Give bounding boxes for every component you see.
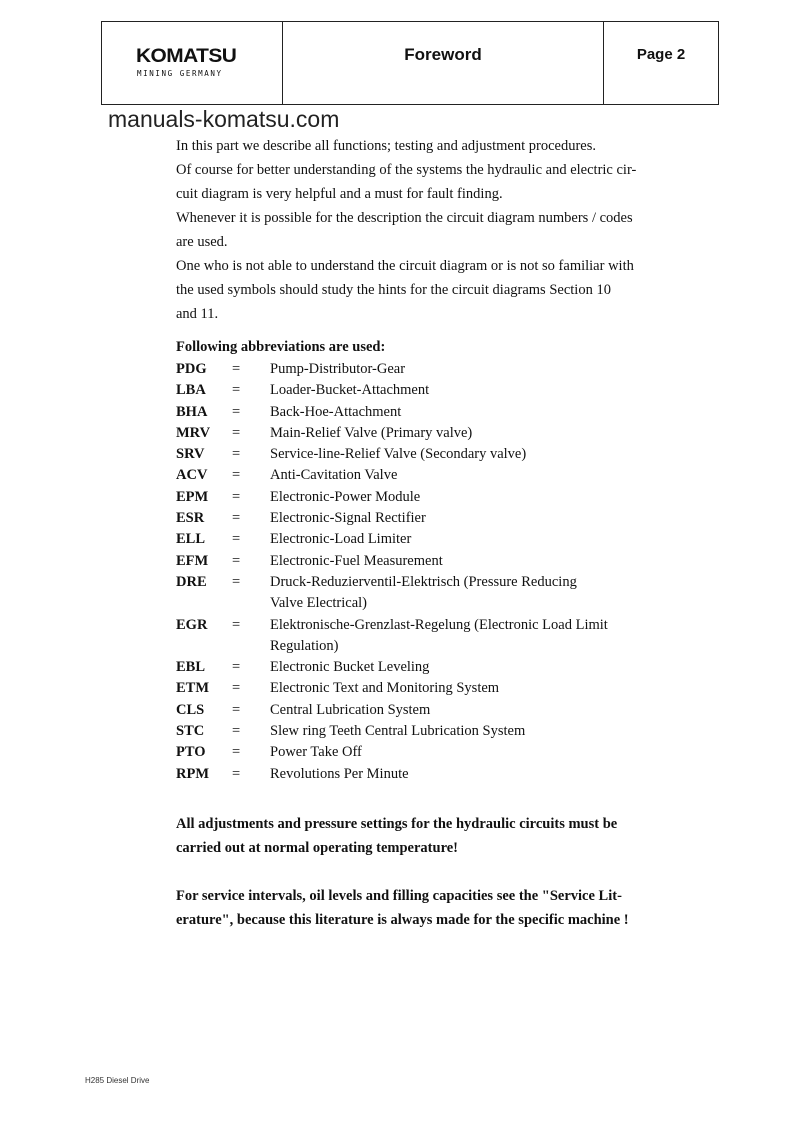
abbreviation-row	[176, 359, 650, 380]
abbreviation: BHA	[176, 403, 208, 420]
equals-sign: =	[232, 680, 241, 697]
abbreviation-meaning: Slew ring Teeth Central Lubrication System	[270, 723, 526, 740]
abbreviation: ACV	[176, 467, 208, 484]
equals-sign: =	[232, 403, 241, 420]
intro-line: the used symbols should study the hints for the circuit diagrams Section 10	[176, 282, 611, 298]
abbreviation: EFM	[176, 552, 209, 569]
page-title: Foreword	[283, 22, 604, 104]
komatsu-logo	[102, 22, 283, 104]
abbreviation: ELL	[176, 531, 206, 548]
equals-sign: =	[232, 467, 241, 484]
abbreviation: EBL	[176, 659, 206, 676]
abbreviation-meaning: Main-Relief Valve (Primary valve)	[270, 424, 473, 441]
equals-sign	[232, 593, 270, 614]
abbreviation-row	[176, 572, 650, 593]
abbreviation-row	[176, 764, 650, 785]
abbreviation-row	[176, 657, 650, 678]
abbreviation: DRE	[176, 573, 207, 590]
intro-line: One who is not able to understand the circuit diagram or is not so familiar with	[176, 258, 634, 274]
note-service-literature	[176, 884, 696, 932]
footer-model: H285 Diesel Drive	[85, 1076, 150, 1085]
equals-sign: =	[232, 659, 241, 676]
equals-sign: =	[232, 765, 241, 782]
equals-sign: =	[232, 424, 241, 441]
abbreviation: LBA	[176, 382, 206, 399]
abbreviation-meaning: Electronic-Power Module	[270, 488, 421, 505]
abbreviation-row	[176, 487, 650, 508]
abbreviation-row	[176, 700, 650, 721]
equals-sign: =	[232, 552, 241, 569]
abbreviation-row	[176, 402, 650, 423]
abbreviations-heading: Following abbreviations are used:	[176, 339, 386, 355]
abbreviation	[176, 636, 232, 657]
abbreviation-row	[176, 636, 650, 657]
watermark-link[interactable]: manuals-komatsu.com	[108, 106, 340, 132]
abbreviation-meaning: Loader-Bucket-Attachment	[270, 382, 430, 399]
intro-line: cuit diagram is very helpful and a must for fault finding.	[176, 186, 503, 202]
abbreviation-row	[176, 465, 650, 486]
abbreviation-row	[176, 615, 650, 636]
abbreviation-meaning: Electronic-Signal Rectifier	[270, 510, 426, 527]
equals-sign: =	[232, 382, 241, 399]
abbreviation-row	[176, 444, 650, 465]
abbreviation-meaning: Regulation)	[270, 637, 339, 654]
note-line: All adjustments and pressure settings for the hydraulic circuits must be	[176, 816, 618, 832]
abbreviation	[176, 593, 232, 614]
equals-sign: =	[232, 744, 241, 761]
abbreviations-list	[176, 359, 650, 785]
abbreviation-row	[176, 508, 650, 529]
equals-sign	[232, 636, 270, 657]
abbreviation-row	[176, 551, 650, 572]
abbreviation-row	[176, 529, 650, 550]
intro-text	[176, 134, 706, 326]
intro-line: are used.	[176, 234, 228, 250]
intro-line: Whenever it is possible for the description the circuit diagram numbers / codes	[176, 210, 633, 226]
abbreviation-row	[176, 423, 650, 444]
abbreviation-meaning: Pump-Distributor-Gear	[270, 361, 406, 377]
abbreviation-meaning: Electronic-Load Limiter	[270, 531, 412, 548]
abbreviation: ETM	[176, 680, 210, 697]
equals-sign: =	[232, 361, 241, 377]
equals-sign: =	[232, 616, 241, 633]
abbreviation: PDG	[176, 361, 207, 377]
abbreviation: STC	[176, 723, 205, 740]
abbreviation-row	[176, 742, 650, 763]
abbreviation-row	[176, 721, 650, 742]
abbreviation-meaning: Service-line-Relief Valve (Secondary valve)	[270, 446, 527, 463]
abbreviation-meaning: Back-Hoe-Attachment	[270, 403, 402, 420]
abbreviation-meaning: Electronic Bucket Leveling	[270, 659, 430, 676]
abbreviation: EPM	[176, 488, 209, 505]
equals-sign: =	[232, 488, 241, 505]
abbreviation: MRV	[176, 424, 211, 441]
abbreviation-meaning: Electronic-Fuel Measurement	[270, 552, 443, 569]
equals-sign: =	[232, 446, 241, 463]
note-line: For service intervals, oil levels and filling capacities see the "Service Lit-	[176, 888, 622, 904]
abbreviation-meaning: Power Take Off	[270, 744, 362, 761]
intro-line: In this part we describe all functions; testing and adjustment procedures.	[176, 138, 596, 154]
abbreviation-row	[176, 380, 650, 401]
intro-line: and 11.	[176, 306, 219, 322]
note-temperature	[176, 812, 696, 860]
logo-subtitle: MINING GERMANY	[137, 69, 223, 78]
abbreviation-meaning: Revolutions Per Minute	[270, 765, 409, 782]
abbreviation-meaning: Central Lubrication System	[270, 701, 431, 718]
abbreviation: CLS	[176, 701, 205, 718]
abbreviation: SRV	[176, 446, 205, 463]
equals-sign: =	[232, 531, 241, 548]
abbreviation-meaning: Elektronische-Grenzlast-Regelung (Electronic Load Limit	[270, 616, 608, 633]
abbreviation: RPM	[176, 765, 210, 782]
page-header	[101, 21, 719, 105]
note-line: erature", because this literature is always made for the specific machine !	[176, 912, 629, 928]
intro-line: Of course for better understanding of the systems the hydraulic and electric cir-	[176, 162, 637, 178]
abbreviation-meaning: Electronic Text and Monitoring System	[270, 680, 500, 697]
logo-text: KOMATSU	[136, 46, 237, 67]
abbreviation: EGR	[176, 616, 208, 633]
abbreviation-meaning: Druck-Reduzierventil-Elektrisch (Pressure Reducing	[270, 573, 577, 590]
abbreviation: ESR	[176, 510, 205, 527]
note-line: carried out at normal operating temperature!	[176, 840, 459, 856]
equals-sign: =	[232, 723, 241, 740]
abbreviation: PTO	[176, 744, 206, 761]
equals-sign: =	[232, 701, 241, 718]
abbreviation-meaning: Valve Electrical)	[270, 595, 368, 612]
equals-sign: =	[232, 573, 241, 590]
abbreviation-meaning: Anti-Cavitation Valve	[270, 467, 398, 484]
abbreviation-row	[176, 593, 650, 614]
equals-sign: =	[232, 510, 241, 527]
abbreviation-row	[176, 678, 650, 699]
page-number: Page 2	[636, 46, 686, 63]
